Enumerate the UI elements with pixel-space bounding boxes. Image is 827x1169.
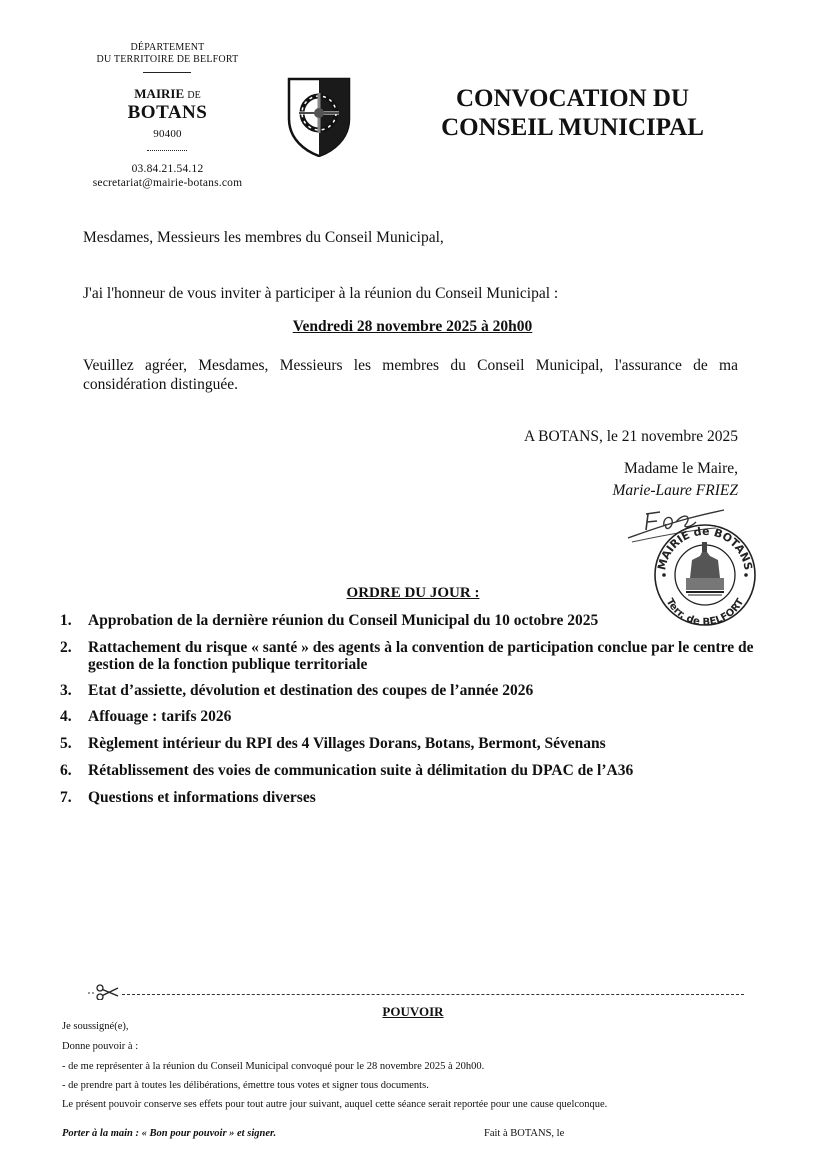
mairie-de: DE xyxy=(187,90,201,101)
signer-title: Madame le Maire, xyxy=(623,460,738,477)
document-title xyxy=(420,84,725,142)
coat-of-arms-icon xyxy=(287,77,351,157)
pouvoir-title: POUVOIR xyxy=(382,1004,444,1019)
invitation-text: J'ai l'honneur de vous inviter à participer à la réunion du Conseil Municipal : xyxy=(83,285,559,302)
postcode: 90400 xyxy=(153,128,182,140)
meeting-date: Vendredi 28 novembre 2025 à 20h00 xyxy=(292,318,533,335)
agenda-item-text: Rétablissement des voies de communication suite à délimitation du DPAC de l’A36 xyxy=(88,762,634,779)
agenda-heading: ORDRE DU JOUR : xyxy=(346,585,480,601)
letterhead-divider-2 xyxy=(147,150,187,151)
closing-text: Veuillez agréer, Mesdames, Messieurs les membres du Conseil Municipal, l'assurance de ma considération distinguée. xyxy=(83,357,738,393)
agenda-item-text: Règlement intérieur du RPI des 4 Villages Dorans, Botans, Bermont, Sévenans xyxy=(88,735,606,752)
agenda-item-number: 5. xyxy=(60,735,72,752)
town-name: BOTANS xyxy=(127,102,208,123)
pouvoir-fait-a: Fait à BOTANS, le xyxy=(484,1128,565,1139)
scissors-icon xyxy=(88,984,122,1000)
agenda-item-text: Rattachement du risque « santé » des agents à la convention de participation conclue par le centre de gestion de la fonction publique territoriale xyxy=(88,639,754,673)
pouvoir-line-4: - de prendre part à toutes les délibérations, émettre tous votes et signer tous documents. xyxy=(62,1080,429,1091)
signer-name: Marie-Laure FRIEZ xyxy=(612,482,738,499)
agenda-list xyxy=(60,612,800,812)
agenda-item-number: 3. xyxy=(60,682,72,699)
agenda-item-text: Approbation de la dernière réunion du Conseil Municipal du 10 octobre 2025 xyxy=(88,612,599,629)
stamp-bottom-text: Terr. de BELFORT xyxy=(663,596,747,629)
pouvoir-line-3: - de me représenter à la réunion du Conseil Municipal convoqué pour le 28 novembre 2025 à 20h00. xyxy=(62,1061,485,1072)
salutation: Mesdames, Messieurs les membres du Conseil Municipal, xyxy=(83,229,444,246)
agenda-item-number: 2. xyxy=(60,639,72,656)
agenda-item-number: 7. xyxy=(60,789,72,806)
title-line1: CONVOCATION DU xyxy=(455,85,690,112)
agenda-item-number: 1. xyxy=(60,612,72,629)
pouvoir-line-2: Donne pouvoir à : xyxy=(62,1041,139,1052)
agenda-item-text: Etat d’assiette, dévolution et destination des coupes de l’année 2026 xyxy=(88,682,534,699)
mairie-word: MAIRIE xyxy=(134,86,185,101)
letterhead-divider xyxy=(143,72,191,73)
phone: 03.84.21.54.12 xyxy=(131,163,204,175)
stamp-top-text: MAIRIE de BOTANS xyxy=(655,524,755,572)
agenda-item-text: Affouage : tarifs 2026 xyxy=(88,708,232,725)
pouvoir-line-1: Je soussigné(e), xyxy=(62,1021,129,1032)
agenda-item-text: Questions et informations diverses xyxy=(88,789,316,806)
pouvoir-line-5: Le présent pouvoir conserve ses effets pour tout autre jour suivant, auquel cette séance serait reportée pour une cause quelconque. xyxy=(62,1099,608,1110)
title-line2: CONSEIL MUNICIPAL xyxy=(441,114,704,141)
pouvoir-instruction: Porter à la main : « Bon pour pouvoir » et signer. xyxy=(62,1128,277,1139)
email: secretariat@mairie-botans.com xyxy=(92,177,243,189)
agenda-item-number: 6. xyxy=(60,762,72,779)
place-date: A BOTANS, le 21 novembre 2025 xyxy=(523,428,738,445)
cut-line xyxy=(122,994,744,995)
department-line2: DU TERRITOIRE DE BELFORT xyxy=(96,54,239,65)
mairie-label xyxy=(80,86,255,102)
agenda-item-number: 4. xyxy=(60,708,72,725)
department-line1: DÉPARTEMENT xyxy=(130,42,205,53)
